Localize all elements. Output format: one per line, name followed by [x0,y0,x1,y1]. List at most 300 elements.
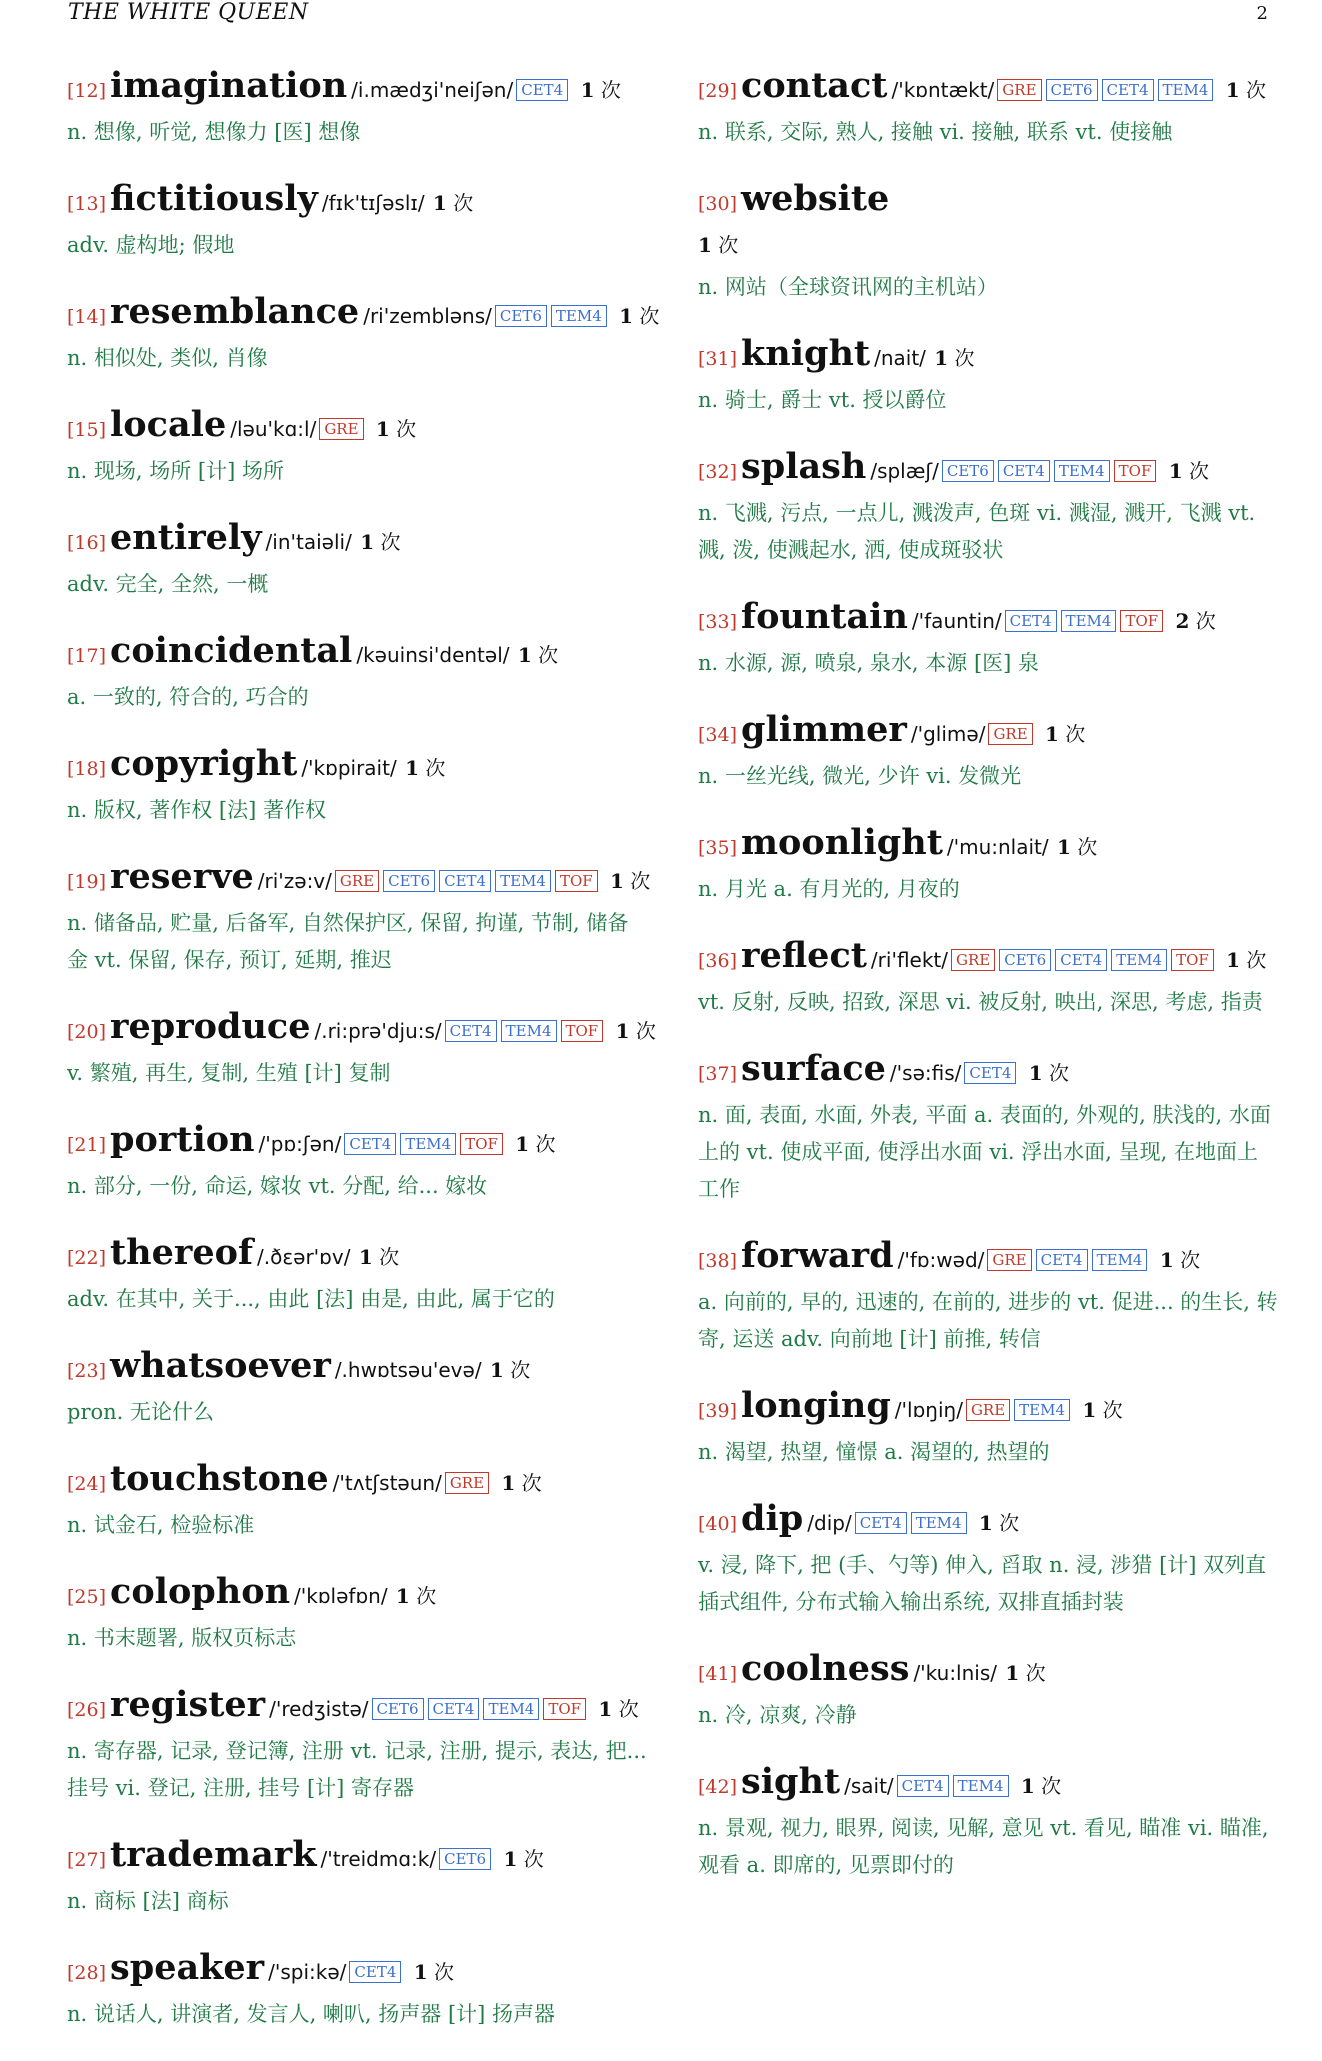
count-suffix: 次 [633,304,660,328]
exam-tags [439,1851,495,1870]
phonetic: /.ri:prə'dju:s/ [314,1019,442,1043]
book-title: THE WHITE QUEEN [68,0,309,25]
definition: n. 试金石, 检验标准 [67,1513,255,1537]
count-suffix: 次 [1096,1398,1123,1422]
definition: n. 储备品, 贮量, 后备军, 自然保护区, 保留, 拘谨, 节制, 储备金 vt. 保留, 保存, 预订, 延期, 推迟 [67,911,629,972]
entry-index: [41] [698,1663,738,1685]
count-suffix: 次 [372,1245,400,1269]
count-number: 1 [1082,1398,1097,1422]
count-suffix: 次 [529,1132,556,1156]
count-number: 1 [501,1471,516,1495]
exam-tag: TEM4 [551,305,607,327]
entry-head [67,631,647,677]
definition: n. 联系, 交际, 熟人, 接触 vi. 接触, 联系 vt. 使接触 [698,120,1173,144]
entry-head [67,1006,656,1053]
vocab-entry [698,710,1278,795]
phonetic: /'kɒntækt/ [891,78,995,102]
entry-head [698,1649,1278,1695]
entry-head [698,710,1278,756]
count-number: 1 [360,530,375,554]
phonetic: /kəuinsi'dentəl/ [356,643,510,667]
vocab-entry [698,1649,1278,1734]
definition: n. 说话人, 讲演者, 发言人, 喇叭, 扬声器 [计] 扬声器 [67,2002,556,2026]
entry-index: [14] [67,306,107,328]
count-number: 1 [1057,835,1071,859]
vocab-entry [67,856,651,979]
entry-head [698,1499,1278,1545]
count-suffix: 次 [427,1960,455,1984]
occurrence-count [352,1245,399,1269]
headword: contact [741,65,888,106]
count-number: 1 [503,1847,518,1871]
exam-tag: TEM4 [1158,79,1214,101]
count-number: 1 [978,1511,993,1535]
exam-tags [997,82,1217,101]
headword: fictitiously [110,178,318,219]
vocab-entry [67,744,647,829]
entry-head [67,179,647,225]
entry-index: [25] [67,1586,107,1608]
vocab-entry [67,1459,647,1544]
exam-tags [987,1252,1151,1271]
count-number: 1 [358,1245,373,1269]
exam-tag: CET4 [445,1020,497,1042]
occurrence-count [511,643,558,667]
vocab-entry [698,179,1278,306]
entry-index: [42] [698,1776,738,1798]
count-number: 1 [1225,78,1240,102]
count-suffix: 次 [711,233,739,257]
occurrence-count [1039,722,1086,746]
count-number: 1 [619,304,634,328]
count-suffix: 次 [1034,1774,1062,1798]
exam-tag: CET4 [964,1062,1016,1084]
definition: n. 寄存器, 记录, 登记簿, 注册 vt. 记录, 注册, 提示, 表达, 把... 挂号 vi. 登记, 注册, 挂号 [计] 寄存器 [67,1739,647,1800]
exam-tag: CET6 [1046,79,1098,101]
exam-tag: CET4 [897,1775,949,1797]
definition: n. 一丝光线, 微光, 少许 vi. 发微光 [698,764,1022,788]
occurrence-count [609,1019,656,1043]
entry-head [67,1572,647,1618]
count-number: 1 [489,1358,504,1382]
count-number: 1 [405,756,419,780]
vocab-entry [698,1386,1278,1471]
exam-tag: CET6 [383,870,435,892]
headword: entirely [110,517,262,558]
exam-tag: TEM4 [1061,610,1117,632]
exam-tag: TEM4 [1014,1399,1070,1421]
entry-head [698,179,1278,225]
exam-tags [942,463,1161,482]
left-column [67,65,660,2061]
entry-head [698,597,1278,643]
exam-tag: TEM4 [953,1775,1009,1797]
vocab-entry [698,823,1278,908]
headword: sight [741,1761,841,1802]
exam-tag: CET4 [998,460,1050,482]
count-number: 1 [1005,1661,1020,1685]
entry-head [67,1120,647,1166]
headword: resemblance [110,291,360,332]
entry-index: [40] [698,1513,738,1535]
exam-tags [445,1475,493,1494]
count-suffix: 次 [1240,948,1267,972]
definition: n. 水源, 源, 喷泉, 泉水, 本源 [医] 泉 [698,651,1040,675]
entry-index: [12] [67,80,107,102]
vocab-entry [67,1120,647,1205]
exam-tag: CET6 [439,1848,491,1870]
exam-tag: GRE [997,79,1041,101]
exam-tag: CET6 [495,305,547,327]
count-suffix: 次 [446,191,474,215]
vocab-entry [698,66,1278,151]
headword: fountain [741,596,908,637]
phonetic: /'pɒ:ʃən/ [258,1132,342,1156]
vocab-entry [67,631,647,716]
entry-index: [35] [698,837,738,859]
definition: n. 面, 表面, 水面, 外表, 平面 a. 表面的, 外观的, 肤浅的, 水面上的 vt. 使成平面, 使浮出水面 vi. 浮出水面, 呈现, 在地面上工作 [698,1103,1271,1201]
phonetic: /'lɒŋiŋ/ [894,1398,963,1422]
entry-index: [23] [67,1360,107,1382]
count-number: 1 [934,346,949,370]
definition: n. 书末题署, 版权页标志 [67,1626,297,1650]
entry-head [698,447,1278,493]
count-number: 1 [580,78,595,102]
exam-tag: CET4 [349,1961,401,1983]
occurrence-count [1076,1398,1123,1422]
headword: reserve [110,856,254,897]
occurrence-count [698,233,738,257]
phonetic: /'glimə/ [910,722,986,746]
count-suffix: 次 [515,1471,542,1495]
headword: surface [741,1048,886,1089]
headword: locale [110,404,227,445]
entry-head [698,1762,1278,1808]
phonetic: /.ðεər'ɒv/ [257,1245,351,1269]
count-suffix: 次 [948,346,975,370]
exam-tag: CET4 [439,870,491,892]
entry-head [67,291,660,338]
headword: coolness [741,1648,910,1689]
definition: n. 渴望, 热望, 憧憬 a. 渴望的, 热望的 [698,1440,1050,1464]
count-number: 1 [517,643,532,667]
headword: dip [741,1498,804,1539]
exam-tag: CET4 [1055,949,1107,971]
vocab-entry [67,518,647,603]
occurrence-count [1219,78,1266,102]
exam-tag: TEM4 [1054,460,1110,482]
count-suffix: 次 [503,1358,531,1382]
count-number: 1 [515,1132,530,1156]
phonetic: /'fauntin/ [911,609,1002,633]
headword: whatsoever [110,1345,331,1386]
entry-index: [39] [698,1400,738,1422]
count-number: 1 [1159,1248,1174,1272]
entry-head [67,1233,647,1279]
entry-head [698,823,1278,869]
exam-tag: TOF [460,1133,503,1155]
definition: n. 部分, 一份, 命运, 嫁妆 vt. 分配, 给... 嫁妆 [67,1174,488,1198]
definition: n. 网站（全球资讯网的主机站） [698,275,998,299]
entry-index: [22] [67,1247,107,1269]
count-suffix: 次 [1070,835,1098,859]
exam-tags [988,726,1036,745]
entry-head [698,1049,1278,1095]
definition: n. 飞溅, 污点, 一点儿, 溅泼声, 色斑 vi. 溅湿, 溅开, 飞溅 vt. 溅, 泼, 使溅起水, 洒, 使成斑驳状 [698,501,1256,562]
vocab-entry [67,291,660,377]
count-suffix: 次 [992,1511,1020,1535]
exam-tag: TEM4 [400,1133,456,1155]
exam-tags [516,82,572,101]
entry-head [698,936,1278,982]
count-suffix: 次 [409,1584,437,1608]
entry-head [67,744,647,790]
entry-head [67,66,647,112]
definition: n. 相似处, 类似, 肖像 [67,346,268,370]
occurrence-count [973,1511,1020,1535]
count-suffix: 次 [418,756,446,780]
exam-tag: CET4 [516,79,568,101]
phonetic: /dip/ [807,1511,852,1535]
headword: forward [741,1235,894,1276]
exam-tag: CET6 [372,1698,424,1720]
count-number: 1 [395,1584,410,1608]
occurrence-count [1220,948,1267,972]
headword: imagination [110,65,348,106]
occurrence-count [1051,835,1098,859]
count-suffix: 次 [1058,722,1086,746]
definition: n. 现场, 场所 [计] 场所 [67,459,284,483]
entry-index: [30] [698,193,738,215]
count-number: 1 [375,417,390,441]
definition: n. 骑士, 爵士 vt. 授以爵位 [698,388,947,412]
headword: longing [741,1385,891,1426]
headword: website [741,178,890,219]
occurrence-count [604,869,651,893]
exam-tag: TOF [555,870,598,892]
phonetic: /ri'zembləns/ [363,304,492,328]
vocab-entry [67,1233,647,1318]
phonetic: /splæʃ/ [870,459,939,483]
headword: trademark [110,1834,317,1875]
phonetic: /'fɒ:wəd/ [897,1248,985,1272]
definition: n. 想像, 听觉, 想像力 [医] 想像 [67,120,361,144]
definition: n. 月光 a. 有月光的, 月夜的 [698,877,960,901]
count-suffix: 次 [374,530,401,554]
occurrence-count [1015,1774,1062,1798]
headword: portion [110,1119,255,1160]
definition: n. 商标 [法] 商标 [67,1889,229,1913]
occurrence-count [1169,609,1216,633]
entry-index: [17] [67,645,107,667]
definition: vt. 反射, 反映, 招致, 深思 vi. 被反射, 映出, 深思, 考虑, 指责 [698,990,1263,1014]
exam-tags [855,1515,971,1534]
exam-tag: CET4 [1036,1249,1088,1271]
entry-index: [26] [67,1699,107,1721]
vocab-entry [67,1948,647,2033]
occurrence-count [427,191,474,215]
page-number: 2 [1256,3,1268,24]
count-number: 1 [698,233,712,257]
definition: a. 一致的, 符合的, 巧合的 [67,685,309,709]
entry-head [698,334,1278,380]
occurrence-count [592,1697,639,1721]
exam-tag: GRE [951,949,995,971]
page-header [68,0,1268,28]
count-number: 1 [1045,722,1059,746]
entry-head [67,1685,647,1731]
definition: adv. 在其中, 关于..., 由此 [法] 由是, 由此, 属于它的 [67,1287,555,1311]
exam-tag: TEM4 [495,870,551,892]
exam-tag: GRE [988,723,1032,745]
definition: v. 繁殖, 再生, 复制, 生殖 [计] 复制 [67,1061,391,1085]
exam-tag: CET4 [1005,610,1057,632]
entry-head [67,518,647,564]
exam-tags [319,421,367,440]
vocab-entry [67,1572,647,1657]
count-suffix: 次 [1239,78,1266,102]
exam-tags [495,308,611,327]
entry-head [67,856,651,903]
entry-index: [28] [67,1962,107,1984]
count-number: 1 [615,1019,630,1043]
phonetic: /'kɒləfɒn/ [294,1584,388,1608]
phonetic: /.hwɒtsəu'evə/ [334,1358,482,1382]
occurrence-count [399,756,446,780]
exam-tag: GRE [319,418,363,440]
exam-tag: CET4 [1102,79,1154,101]
entry-head [67,1835,647,1881]
count-number: 1 [1168,459,1183,483]
occurrence-count [370,417,417,441]
headword: register [110,1684,266,1725]
entry-head [698,1386,1278,1432]
entry-index: [16] [67,532,107,554]
entry-index: [27] [67,1849,107,1871]
vocab-entry [67,1835,647,1920]
occurrence-count [497,1847,544,1871]
vocab-entry [698,447,1278,569]
exam-tags [951,952,1218,971]
entry-index: [19] [67,871,107,893]
definition: n. 冷, 凉爽, 冷静 [698,1703,857,1727]
phonetic: /'kɒpirait/ [301,756,397,780]
entry-index: [34] [698,724,738,746]
exam-tags [349,1964,405,1983]
exam-tags [897,1778,1013,1797]
phonetic: /ri'flekt/ [870,948,949,972]
vocab-entry [698,936,1278,1021]
vocab-entry [67,1346,647,1431]
entry-head [698,66,1278,112]
occurrence-count [509,1132,556,1156]
vocab-entry [698,597,1278,682]
headword: thereof [110,1232,254,1273]
exam-tag: TOF [1171,949,1214,971]
exam-tag: GRE [966,1399,1010,1421]
occurrence-count [574,78,621,102]
exam-tags [335,873,602,892]
occurrence-count [1162,459,1209,483]
exam-tag: TEM4 [483,1698,539,1720]
count-suffix: 次 [623,869,651,893]
entry-index: [21] [67,1134,107,1156]
vocab-entry [67,405,647,490]
entry-index: [15] [67,419,107,441]
exam-tag: TOF [561,1020,604,1042]
count-number: 2 [1175,609,1190,633]
entry-head [67,405,647,451]
count-number: 1 [1226,948,1241,972]
entry-index: [36] [698,950,738,972]
occurrence-count [390,1584,437,1608]
count-suffix: 次 [389,417,417,441]
entry-head [67,1346,647,1392]
exam-tags [445,1023,608,1042]
exam-tag: CET6 [999,949,1051,971]
phonetic: /'spi:kə/ [268,1960,347,1984]
exam-tags [344,1136,507,1155]
headword: touchstone [110,1458,329,1499]
count-suffix: 次 [531,643,559,667]
definition: adv. 完全, 全然, 一概 [67,572,269,596]
headword: knight [741,333,871,374]
right-column [698,66,1278,1912]
count-suffix: 次 [612,1697,639,1721]
vocab-entry [67,1685,647,1807]
entry-index: [24] [67,1473,107,1495]
headword: speaker [110,1947,265,1988]
definition: n. 景观, 视力, 眼界, 阅读, 见解, 意见 vt. 看见, 瞄准 vi. 瞄准, 观看 a. 即席的, 见票即付的 [698,1816,1269,1877]
headword: glimmer [741,709,907,750]
exam-tag: TOF [1114,460,1157,482]
exam-tags [372,1701,591,1720]
entry-index: [13] [67,193,107,215]
phonetic: /'sə:fis/ [889,1061,962,1085]
phonetic: /i.mædʒi'neiʃən/ [351,78,514,102]
entry-index: [18] [67,758,107,780]
count-suffix: 次 [629,1019,656,1043]
phonetic: /'tʌtʃstəun/ [332,1471,442,1495]
exam-tags [1005,613,1168,632]
count-number: 1 [610,869,624,893]
headword: reflect [741,935,867,976]
exam-tag: TEM4 [1092,1249,1148,1271]
occurrence-count [484,1358,531,1382]
vocab-entry [67,179,647,264]
exam-tag: GRE [987,1249,1031,1271]
count-number: 1 [1028,1061,1043,1085]
exam-tag: TOF [543,1698,586,1720]
exam-tag: CET4 [428,1698,480,1720]
definition: a. 向前的, 早的, 迅速的, 在前的, 进步的 vt. 促进... 的生长, 转寄, 运送 adv. 向前地 [计] 前推, 转信 [698,1290,1278,1351]
phonetic: /in'taiəli/ [265,530,352,554]
count-number: 1 [432,191,447,215]
count-suffix: 次 [1019,1661,1046,1685]
phonetic: /ri'zə:v/ [257,869,332,893]
occurrence-count [354,530,401,554]
occurrence-count [1022,1061,1069,1085]
headword: copyright [110,743,298,784]
entry-head [698,1236,1278,1282]
entry-index: [20] [67,1021,107,1043]
vocab-entry [698,1499,1278,1621]
phonetic: /'ku:lnis/ [913,1661,998,1685]
exam-tag: CET4 [855,1512,907,1534]
vocab-entry [698,334,1278,419]
entry-index: [33] [698,611,738,633]
exam-tags [966,1402,1074,1421]
